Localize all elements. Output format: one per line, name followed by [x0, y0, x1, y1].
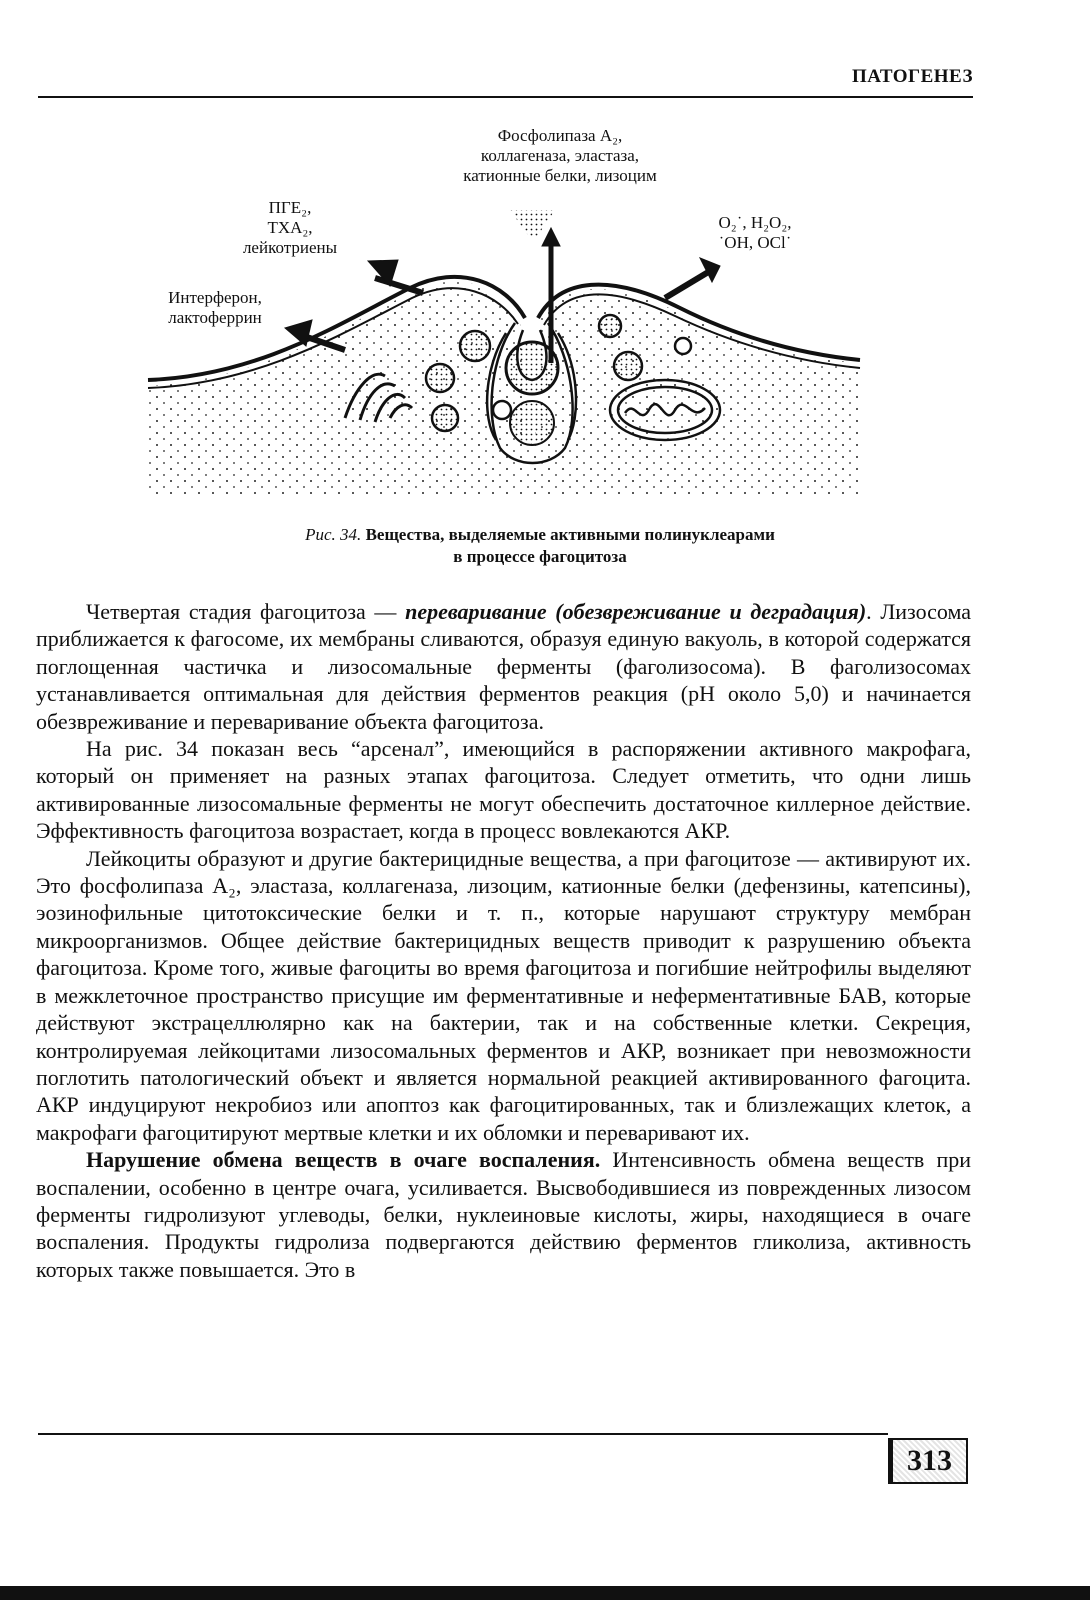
label-enzymes-line2: коллагеназа, эластаза, [480, 146, 640, 165]
label-interferon-line1: Интерферон, [168, 288, 262, 307]
paragraph-1 [36, 598, 971, 735]
body-text [36, 598, 971, 1283]
paragraph-3: Лейкоциты образуют и другие бактерицидные вещества, а при фагоцитозе — активируют их. Это фосфолипаза А₂, эластаза, коллагеназа, лизоцим, катионные белки (дефензины, катепсины), эозинофильные цитотоксические белки и т. п., которые нарушают структуру мембран микроорганизмов. Общее действие бактерицидных веществ приводит к разрушению объекта фагоцитоза. Кроме того, живые фагоциты во время фагоцитоза и погибшие нейтрофилы выделяют в межклеточное пространство присущие им ферментативные и неферментативные БАВ, которые действуют экстрацеллюлярно как на бактерии, так и на собственные клетки. Секреция, контролируемая лейкоцитами лизосомальных ферментов и АКР, возникает при невозможности поглотить патологический объект и является нормальной реакцией активированного фагоцита. АКР индуцируют некробиоз или апоптоз как фагоцитированных, так и близлежащих клеток, а макрофаги фагоцитируют мертвые клетки и их обломки и переваривают их. [36, 845, 971, 1145]
header-rule [38, 96, 973, 98]
label-prostaglandins [225, 198, 355, 258]
label-ros-line2: ˙OH, OCl˙ [718, 233, 792, 252]
footer-rule [38, 1433, 888, 1435]
label-leukotrienes: лейкотриены [242, 238, 338, 257]
paragraph-4 [36, 1146, 971, 1283]
p1-start: Четвертая стадия фагоцитоза — [86, 599, 406, 624]
paragraph-2: На рис. 34 показан весь “арсенал”, имеющийся в распоряжении активного макрофага, который он применяет на разных этапах фагоцитоза. Следует отметить, что одни лишь активированные лизосомальные ферменты не могут обеспечить достаточное киллерное действие. Эффективность фагоцитоза возрастает, когда в процесс вовлекаются АКР. [36, 736, 971, 844]
p1-emphasis: переваривание (обезвреживание и деградация) [405, 599, 867, 624]
caption-number: Рис. 34. [305, 525, 362, 544]
label-enzymes [430, 126, 690, 186]
p4-rest: Интенсивность обмена веществ при воспалении, особенно в центре очага, усиливается. Высвободившиеся из поврежденных лизосом ферменты гидролизуют углеводы, белки, нуклеиновые кислоты, жиры, находящиеся в очаге воспаления. Продукты гидролиза подвергаются действию ферментов гликолиза, активность которых также повышается. Это в [36, 1147, 971, 1282]
label-enzymes-line1: Фосфолипаза А₂, [497, 126, 623, 145]
label-lactoferrin: лактоферрин [168, 308, 262, 327]
figure-caption [140, 524, 940, 568]
label-txa2: ТХА₂, [267, 218, 313, 237]
p1-rest: . Лизосома приближается к фагосоме, их мембраны сливаются, образуя единую вакуоль, в которой содержатся поглощенная частичка и лизосомальные ферменты (фаголизосома). В фаголизосомах устанавливается оптимальная для действия ферментов реакция (pH около 5,0) и начинается обезвреживание и переваривание объекта фагоцитоза. [36, 599, 972, 734]
label-ros [695, 213, 815, 253]
caption-title-line1: Вещества, выделяемые активными полинуклеарами [365, 525, 775, 544]
page-number: 313 [888, 1438, 968, 1484]
label-ros-line1: O₂˙, H₂O₂, [718, 213, 792, 232]
label-interferon [150, 288, 280, 328]
label-pge2: ПГЕ₂, [268, 198, 312, 217]
scan-edge [0, 1586, 1090, 1600]
label-enzymes-line3: катионные белки, лизоцим [463, 166, 657, 185]
caption-title-line2: в процессе фагоцитоза [453, 547, 627, 566]
figure-phagocytosis [140, 118, 880, 513]
running-header: ПАТОГЕНЕЗ [851, 66, 973, 87]
p4-heading: Нарушение обмена веществ в очаге воспаления. [86, 1147, 601, 1173]
